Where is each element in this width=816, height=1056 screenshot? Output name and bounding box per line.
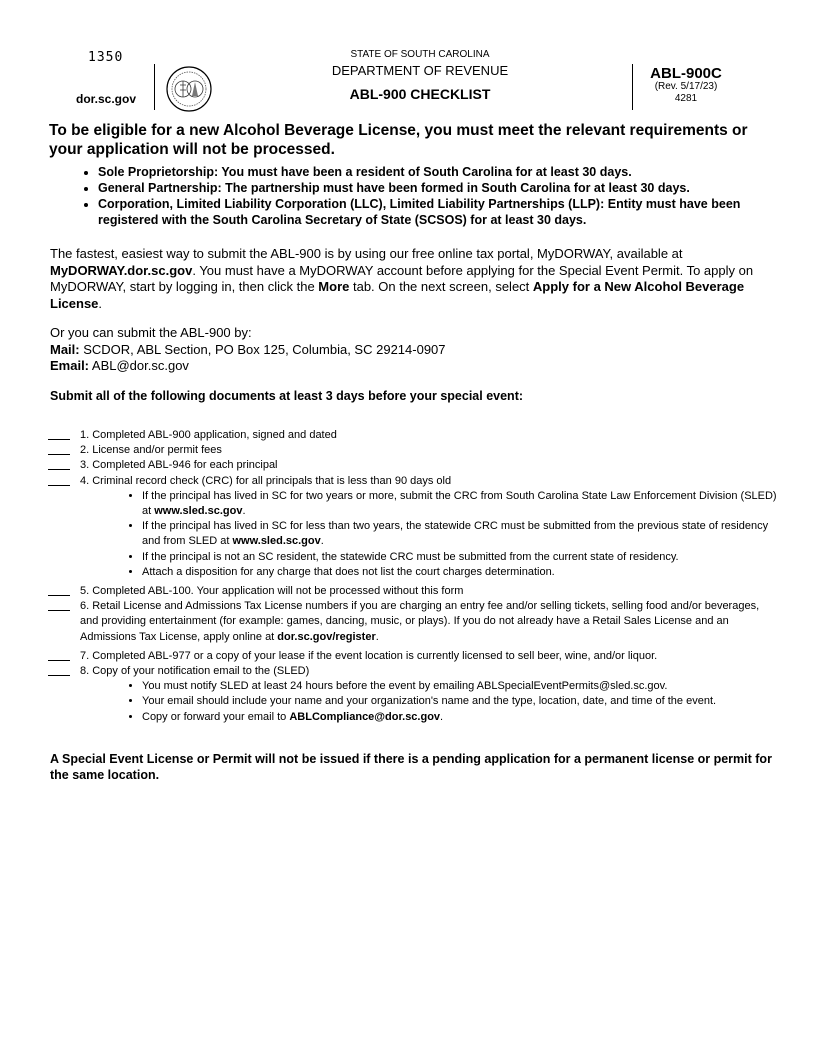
- sub-item: • Copy or forward your email to ABLCompliance@dor.sc.gov.: [142, 710, 778, 725]
- header-divider-left: [154, 64, 155, 110]
- checkbox-blank[interactable]: [48, 439, 70, 440]
- sub-item: • Your email should include your name and your organization's name and the type, location, date, and time of the event.: [142, 694, 778, 709]
- eligibility-item: • Corporation, Limited Liability Corporation (LLC), Limited Liability Partnerships (LLP): Entity must have been registered with the South Carolina Secretary of State (SCSOS) for at least 30 days.: [98, 196, 778, 228]
- checkbox-blank[interactable]: [48, 485, 70, 486]
- page-title: ABL-900 CHECKLIST: [349, 86, 491, 102]
- checkbox-blank[interactable]: [48, 454, 70, 455]
- eligibility-list: [80, 164, 778, 228]
- department-name: DEPARTMENT OF REVENUE: [331, 63, 509, 78]
- notification-sub-list: [48, 679, 778, 725]
- checklist-item: 5. Completed ABL-100. Your application will not be processed without this form: [48, 584, 778, 599]
- checklist-item: 3. Completed ABL-946 for each principal: [48, 458, 778, 473]
- checklist-item: 8. Copy of your notification email to the (SLED): [48, 664, 778, 679]
- website-label: dor.sc.gov: [76, 92, 137, 106]
- mail-line: Mail: SCDOR, ABL Section, PO Box 125, Columbia, SC 29214-0907: [50, 341, 446, 357]
- checkbox-blank[interactable]: [48, 610, 70, 611]
- checklist-item: 6. Retail License and Admissions Tax License numbers if you are charging an entry fee and/or selling tickets, selling food and/or beverages, and providing entertainment (for example: games, dancing, music, or plays). If you do not already have a Retail Sales License and an Admissions Tax License, apply online at dor.sc.gov/register.: [48, 599, 778, 645]
- submit-heading: Submit all of the following documents at least 3 days before your special event:: [50, 389, 524, 403]
- apply-new-license-label: Apply for a New Alcohol Beverage License: [50, 279, 745, 311]
- checkbox-blank[interactable]: [48, 675, 70, 676]
- email-address[interactable]: ABL@dor.sc.gov: [89, 358, 189, 373]
- crc-sub-list: [48, 489, 778, 580]
- sub-item: • You must notify SLED at least 24 hours before the event by emailing ABLSpecialEventPermits@sled.sc.gov.: [142, 679, 778, 694]
- header-divider-right: [632, 64, 633, 110]
- checkbox-blank[interactable]: [48, 660, 70, 661]
- form-id: 4281: [674, 93, 698, 104]
- more-tab-label: More: [318, 279, 350, 294]
- checklist-item: 4. Criminal record check (CRC) for all principals that is less than 90 days old: [48, 474, 778, 489]
- state-name: STATE OF SOUTH CAROLINA: [350, 49, 490, 60]
- mydorway-link[interactable]: MyDORWAY.dor.sc.gov: [50, 262, 193, 278]
- revision-date: (Rev. 5/17/23): [654, 81, 718, 92]
- register-link[interactable]: dor.sc.gov/register: [277, 630, 376, 643]
- document-checklist: [48, 428, 778, 725]
- eligibility-item: • Sole Proprietorship: You must have been a resident of South Carolina for at least 30 days.: [98, 164, 778, 180]
- alternate-submission: [50, 325, 775, 375]
- sled-link[interactable]: www.sled.sc.gov: [154, 505, 243, 518]
- checkbox-blank[interactable]: [48, 595, 70, 596]
- email-line: Email: ABL@dor.sc.gov: [50, 358, 189, 373]
- form-code: 1350: [88, 50, 124, 65]
- alternate-intro: Or you can submit the ABL-900 by:: [50, 325, 252, 340]
- sub-item: • If the principal has lived in SC for less than two years, the statewide CRC must be submitted from the previous state of residency and from SLED at www.sled.sc.gov.: [142, 519, 778, 549]
- eligibility-item: • General Partnership: The partnership must have been formed in South Carolina for at least 30 days.: [98, 180, 778, 196]
- checkbox-blank[interactable]: [48, 469, 70, 470]
- sled-link[interactable]: www.sled.sc.gov: [232, 535, 321, 548]
- checklist-item: 2. License and/or permit fees: [48, 443, 778, 458]
- eligibility-headline: To be eligible for a new Alcohol Beverage License, you must meet the relevant requirements or your application will not be processed.: [49, 122, 748, 158]
- sub-item: • Attach a disposition for any charge that does not list the court charges determination.: [142, 565, 778, 580]
- sub-item: • If the principal has lived in SC for two years or more, submit the CRC from South Carolina State Law Enforcement Division (SLED) at www.sled.sc.gov.: [142, 489, 778, 519]
- checklist-item: 1. Completed ABL-900 application, signed and dated: [48, 428, 778, 443]
- state-seal-icon: [166, 66, 212, 112]
- online-submission-paragraph: The fastest, easiest way to submit the ABL-900 is by using our free online tax portal, MyDORWAY, available at MyDORWAY.dor.sc.gov. You must have a MyDORWAY account before applying for the Special Event Permit. To apply on MyDORWAY, start by logging in, then click the More tab. On the next screen, select Apply for a New Alcohol Beverage License.: [50, 246, 754, 311]
- checklist-item: 7. Completed ABL-977 or a copy of your lease if the event location is currently licensed to sell beer, wine, and/or liquor.: [48, 649, 778, 664]
- sub-item: • If the principal is not an SC resident, the statewide CRC must be submitted from the current state of residency.: [142, 550, 778, 565]
- footer-notice: A Special Event License or Permit will not be issued if there is a pending application for a permanent license or permit for the same location.: [50, 752, 772, 782]
- compliance-email-link[interactable]: ABLCompliance@dor.sc.gov: [289, 710, 441, 723]
- form-number: ABL-900C: [650, 65, 722, 82]
